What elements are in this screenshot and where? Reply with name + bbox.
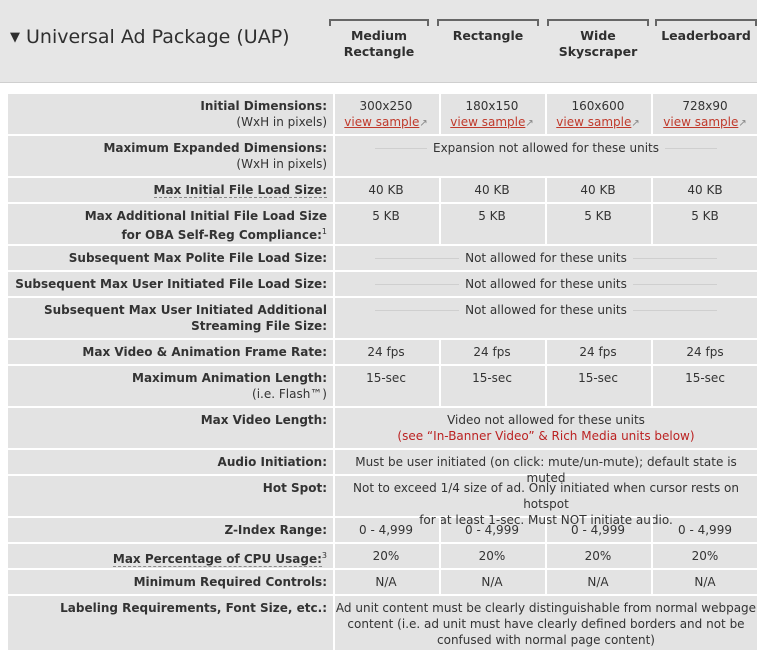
spanned-value: Expansion not allowed for these units	[333, 136, 757, 176]
view-sample-link[interactable]: view sample	[450, 115, 526, 129]
cell-leaderboard: 40 KB	[651, 178, 757, 202]
table-row	[8, 340, 757, 366]
row-label: Max Video & Animation Frame Rate:	[82, 345, 327, 359]
cell-wide-skyscraper: 15-sec	[545, 366, 649, 406]
row-label: Max Percentage of CPU Usage:$^3$	[112, 551, 327, 566]
cell-medium-rectangle: 15-sec	[333, 366, 437, 406]
external-link-icon: ↗	[419, 118, 428, 129]
table-row	[8, 94, 757, 136]
cell-wide-skyscraper: N/A	[545, 570, 649, 594]
external-link-icon: ↗	[738, 118, 747, 129]
cell-leaderboard: N/A	[651, 570, 757, 594]
cell-leaderboard: 5 KB	[651, 204, 757, 244]
cell-rectangle: 24 fps	[439, 340, 543, 364]
external-link-icon: ↗	[525, 118, 534, 129]
row-label: Max Video Length:	[200, 413, 327, 427]
row-label: Subsequent Max User Initiated File Load Size:	[15, 277, 327, 291]
table-row	[8, 570, 757, 596]
spanned-value: Not allowed for these units	[333, 246, 757, 270]
table-row	[8, 136, 757, 178]
cell-rectangle: 40 KB	[439, 178, 543, 202]
table-row	[8, 518, 757, 544]
table-row	[8, 450, 757, 485]
section-title[interactable]: ▼ Universal Ad Package (UAP)	[10, 26, 290, 48]
cell-medium-rectangle: 40 KB	[333, 178, 437, 202]
row-label: Z-Index Range:	[224, 523, 327, 537]
row-label: Maximum Expanded Dimensions: (WxH in pixels)	[103, 141, 327, 171]
row-label: Hot Spot:	[262, 481, 327, 495]
row-label: Max Additional Initial File Load Size for OBA Self-Reg Compliance:$^1$	[84, 209, 327, 242]
cell-wide-skyscraper: 40 KB	[545, 178, 649, 202]
row-label: Subsequent Max Polite File Load Size:	[68, 251, 327, 265]
cell-leaderboard: 728x90 view sample↗	[651, 94, 757, 134]
column-header-word: Medium	[350, 28, 408, 43]
section-header	[0, 0, 757, 83]
table-row	[8, 596, 757, 652]
cell-rectangle: 180x150 view sample↗	[439, 94, 543, 134]
specs-table	[8, 94, 757, 652]
cell-leaderboard: 24 fps	[651, 340, 757, 364]
cell-rectangle: N/A	[439, 570, 543, 594]
cell-wide-skyscraper: 20%	[545, 544, 649, 568]
spanned-value: Ad unit content must be clearly distinguishable from normal webpage content (i.e. ad unit must have clearly defined borders and not be confused with normal page content)	[333, 596, 757, 650]
cell-rectangle: 0 - 4,999	[439, 518, 543, 542]
cell-wide-skyscraper: 160x600 view sample↗	[545, 94, 649, 134]
column-header-medium-rectangle	[329, 19, 429, 69]
cell-leaderboard: 0 - 4,999	[651, 518, 757, 542]
table-row	[8, 298, 757, 340]
column-header-word: Rectangle	[452, 28, 524, 43]
cell-medium-rectangle: 300x250 view sample↗	[333, 94, 437, 134]
spanned-value: Must be user initiated (on click: mute/un-mute); default state is muted	[333, 450, 757, 474]
column-header-word: Leaderboard	[661, 28, 751, 43]
view-sample-link[interactable]: view sample	[556, 115, 632, 129]
cell-wide-skyscraper: 5 KB	[545, 204, 649, 244]
cell-medium-rectangle: 24 fps	[333, 340, 437, 364]
cell-rectangle: 5 KB	[439, 204, 543, 244]
table-row	[8, 366, 757, 408]
cell-medium-rectangle: 5 KB	[333, 204, 437, 244]
collapse-triangle-icon[interactable]: ▼	[10, 30, 20, 45]
cell-medium-rectangle: N/A	[333, 570, 437, 594]
spanned-value: Not allowed for these units	[333, 272, 757, 296]
view-sample-link[interactable]: view sample	[344, 115, 420, 129]
cell-medium-rectangle: 0 - 4,999	[333, 518, 437, 542]
row-label: Subsequent Max User Initiated Additional Streaming File Size:	[43, 303, 327, 333]
cell-medium-rectangle: 20%	[333, 544, 437, 568]
table-row	[8, 476, 757, 527]
table-row	[8, 246, 757, 272]
cell-leaderboard: 15-sec	[651, 366, 757, 406]
cell-rectangle: 15-sec	[439, 366, 543, 406]
external-link-icon: ↗	[631, 118, 640, 129]
column-header-word: Rectangle	[343, 44, 415, 59]
view-sample-link[interactable]: view sample	[663, 115, 739, 129]
spanned-value: Video not allowed for these units (see “In-Banner Video” & Rich Media units below)	[333, 408, 757, 448]
spanned-value: Not allowed for these units	[333, 298, 757, 338]
cell-wide-skyscraper: 0 - 4,999	[545, 518, 649, 542]
table-row	[8, 544, 757, 570]
column-header-leaderboard	[655, 19, 757, 69]
column-header-word: Wide	[580, 28, 616, 43]
column-header-word: Skyscraper	[558, 44, 638, 59]
spanned-value: Not to exceed 1/4 size of ad. Only initiated when cursor rests on hotspot for at least 1-sec. Must NOT initiate audio.	[333, 476, 757, 516]
table-row	[8, 408, 757, 450]
table-row	[8, 178, 757, 204]
row-label: Labeling Requirements, Font Size, etc.:	[60, 601, 327, 615]
cell-leaderboard: 20%	[651, 544, 757, 568]
row-label: Max Initial File Load Size:	[153, 183, 327, 197]
table-row	[8, 272, 757, 298]
row-label: Initial Dimensions: (WxH in pixels)	[200, 99, 327, 129]
row-label: Audio Initiation:	[217, 455, 327, 469]
column-header-wide-skyscraper	[547, 19, 649, 69]
cell-rectangle: 20%	[439, 544, 543, 568]
in-banner-video-link[interactable]: (see “In-Banner Video” & Rich Media units below)	[397, 429, 695, 443]
cell-wide-skyscraper: 24 fps	[545, 340, 649, 364]
table-row	[8, 204, 757, 246]
row-label: Minimum Required Controls:	[133, 575, 327, 589]
row-label: Maximum Animation Length: (i.e. Flash™)	[132, 371, 327, 401]
column-header-rectangle	[437, 19, 539, 69]
